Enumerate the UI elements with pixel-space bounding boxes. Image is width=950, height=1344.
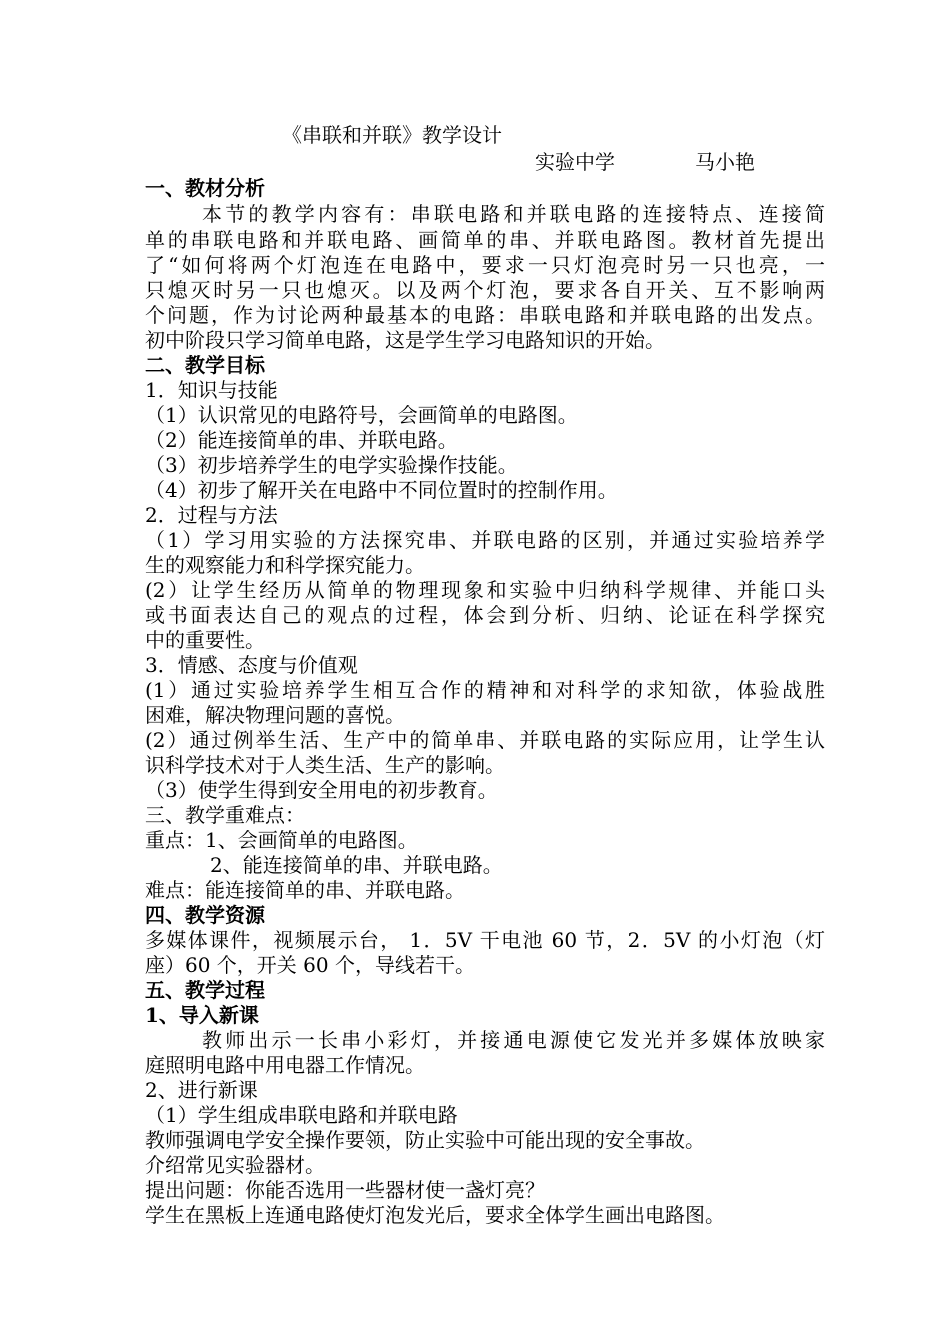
subsection-heading: 2、进行新课 xyxy=(145,1078,258,1102)
paragraph-line: 教师强调电学安全操作要领，防止实验中可能出现的安全事故。 xyxy=(145,1128,705,1152)
section-heading: 二、教学目标 xyxy=(145,353,265,377)
subsection-heading: 1．知识与技能 xyxy=(145,378,278,402)
paragraph-line: 教师出示一长串小彩灯，并接通电源使它发光并多媒体放映家 xyxy=(202,1028,825,1052)
list-item: （3）初步培养学生的电学实验操作技能。 xyxy=(145,453,518,477)
paragraph-line: 介绍常见实验器材。 xyxy=(145,1153,325,1177)
section-heading: 四、教学资源 xyxy=(145,903,265,927)
list-item: (2）通过例举生活、生产中的简单串、并联电路的实际应用，让学生认 xyxy=(145,728,825,752)
paragraph-line: 个问题，作为讨论两种最基本的电路：串联电路和并联电路的出发点。 xyxy=(145,303,825,327)
paragraph-line: 庭照明电路中用电器工作情况。 xyxy=(145,1053,425,1077)
difficult-point: 难点：能连接简单的串、并联电路。 xyxy=(145,878,465,902)
list-item: 生的观察能力和科学探究能力。 xyxy=(145,553,425,577)
section-heading: 五、教学过程 xyxy=(145,978,265,1002)
list-item: (1）通过实验培养学生相互合作的精神和对科学的求知欲，体验战胜 xyxy=(145,678,825,702)
key-point: 重点：1、会画简单的电路图。 xyxy=(145,828,418,852)
doc-title: 《串联和并联》教学设计 xyxy=(282,123,502,147)
list-item: 识科学技术对于人类生活、生产的影响。 xyxy=(145,753,505,777)
paragraph-line: （1）学生组成串联电路和并联电路 xyxy=(145,1103,458,1127)
paragraph-line: 初中阶段只学习简单电路，这是学生学习电路知识的开始。 xyxy=(145,328,665,352)
list-item: （4）初步了解开关在电路中不同位置时的控制作用。 xyxy=(145,478,618,502)
list-item: (2）让学生经历从简单的物理现象和实验中归纳科学规律、并能口头 xyxy=(145,578,825,602)
author-school: 实验中学 xyxy=(535,150,615,174)
paragraph-line: 单的串联电路和并联电路、画简单的串、并联电路图。教材首先提出 xyxy=(145,228,825,252)
list-item: 或书面表达自己的观点的过程，体会到分析、归纳、论证在科学探究 xyxy=(145,603,825,627)
paragraph-line: 本节的教学内容有：串联电路和并联电路的连接特点、连接简 xyxy=(202,202,825,226)
list-item: （1）认识常见的电路符号，会画简单的电路图。 xyxy=(145,403,578,427)
author-name: 马小艳 xyxy=(695,150,755,174)
section-heading: 一、教材分析 xyxy=(145,176,265,200)
subsection-heading: 1、导入新课 xyxy=(145,1003,259,1027)
list-item: 困难，解决物理问题的喜悦。 xyxy=(145,703,405,727)
list-item: （3）使学生得到安全用电的初步教育。 xyxy=(145,778,498,802)
paragraph-line: 座）60 个，开关 60 个，导线若干。 xyxy=(145,953,475,977)
paragraph-line: 提出问题：你能否选用一些器材使一盏灯亮？ xyxy=(145,1178,545,1202)
paragraph-line: 了“如何将两个灯泡连在电路中，要求一只灯泡亮时另一只也亮，一 xyxy=(145,253,825,277)
key-point: 2、能连接简单的串、并联电路。 xyxy=(210,853,503,877)
paragraph-line: 学生在黑板上连通电路使灯泡发光后，要求全体学生画出电路图。 xyxy=(145,1203,725,1227)
list-item: （1）学习用实验的方法探究串、并联电路的区别，并通过实验培养学 xyxy=(145,528,825,552)
subsection-heading: 3．情感、态度与价值观 xyxy=(145,653,358,677)
list-item: 中的重要性。 xyxy=(145,628,265,652)
list-item: （2）能连接简单的串、并联电路。 xyxy=(145,428,458,452)
subsection-heading: 2．过程与方法 xyxy=(145,503,278,527)
paragraph-line: 多媒体课件，视频展示台， 1．5V 干电池 60 节，2．5V 的小灯泡（灯 xyxy=(145,928,825,952)
paragraph-line: 只熄灭时另一只也熄灭。以及两个灯泡，要求各自开关、互不影响两 xyxy=(145,278,825,302)
section-heading: 三、教学重难点： xyxy=(145,803,305,827)
